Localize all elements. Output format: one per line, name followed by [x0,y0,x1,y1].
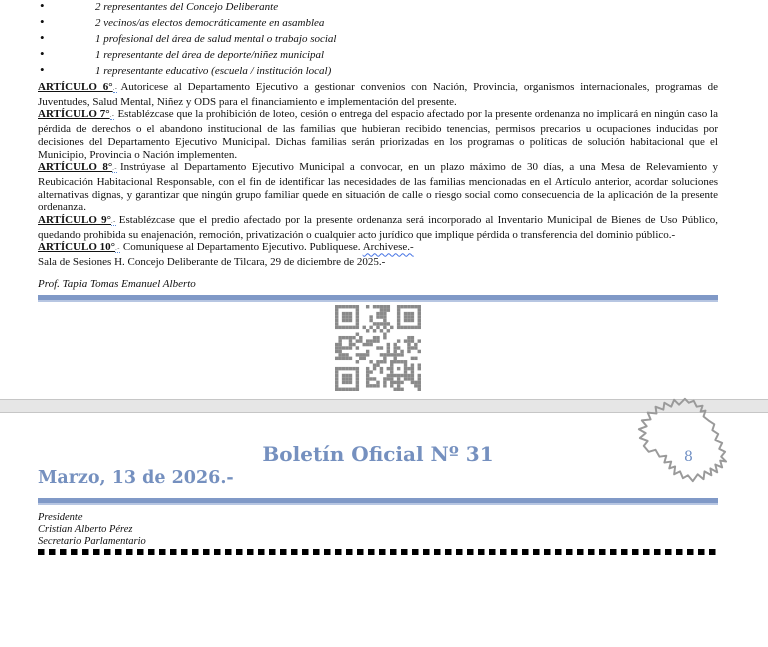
article-label: ARTÍCULO 9° [38,214,111,227]
signature-role: Secretario Parlamentario [38,536,146,548]
revision-mark: .- [111,218,116,226]
article-label: ARTÍCULO 7° [38,108,110,121]
province-map-container [632,396,730,484]
list-item: • 2 vecinos/as electos democráticamente en asamblea [38,17,718,29]
bulletin-title: Boletín Oficial Nº 31 [262,441,494,466]
signature-name: Cristian Alberto Pérez [38,524,133,536]
article-label: ARTÍCULO 6° [38,81,113,93]
bulletin-date: Marzo, 13 de 2026.- [38,467,234,488]
article-text: Establézcase que el predio afectado por la presente ordenanza será incorporado al Inventario Municipal de Bienes de Uso Público, quedando prohibida su enajenación, remoción, privatización o cualquier acto jurídico que implique pérdida o transferencia del dominio público.- [38,214,718,241]
revision-mark: .- [115,245,120,253]
article-paragraph [38,214,718,241]
spellcheck-flagged-word: Archivese.- [362,241,414,254]
revision-mark: .- [112,165,118,173]
session-line: Sala de Sesiones H. Concejo Deliberante de Tilcara, 29 de diciembre de 2025.- [38,256,386,269]
article-label: ARTÍCULO 10° [38,241,116,254]
article-label: ARTÍCULO 8° [38,161,113,174]
horizontal-rule [38,295,718,302]
horizontal-rule [38,498,718,505]
article-text: Instrúyase al Departamento Ejecutivo Municipal a convocar, en un plazo máximo de 30 días, a una Mesa de Relevamiento y Reubicación Habitacional Responsable, con el fin de identificar las necesidades de las familias mencionadas en el Artículo anterior, acordar soluciones alternativas dignas, y garantizar que ningún grupo familiar quede en situación de calle o riesgo social como consecuencia de la aplicación de la presente ordenanza. [38,161,718,214]
page-number: 8 [684,449,693,465]
signer-name: Prof. Tapia Tomas Emanuel Alberto [38,277,196,290]
qr-code-container [38,305,718,391]
revision-mark: .- [112,85,118,92]
list-item: • 1 profesional del área de salud mental o trabajo social [38,33,718,45]
article-paragraph [38,108,718,161]
article-text: Autoricese al Departamento Ejecutivo a gestionar convenios con Nación, Provincia, organismos internacionales, programas de Juventudes, Salud Mental, Niñez y ODS para el financiamiento e implementación del presente. [38,81,719,108]
list-item: • 1 representante del área de deporte/niñez municipal [38,49,718,61]
signature-block [38,512,718,549]
signature-role: Presidente [38,511,83,523]
revision-mark: .- [109,112,115,120]
list-item: • 1 representante educativo (escuela / institución local) [38,65,718,77]
representatives-list [38,0,718,77]
list-item: • 2 representantes del Concejo Deliberante [38,1,718,13]
jujuy-map-outline-icon [632,396,730,484]
article-paragraph [38,161,718,214]
article-paragraph [38,81,718,108]
dotted-divider [38,549,718,555]
article-paragraph [38,241,718,256]
qr-code [335,305,421,391]
article-text: Establézcase que la prohibición de loteo, cesión o entrega del espacio afectado por la presente ordenanza no implicará en ningún caso la pérdida de derechos o el abandono institucional de las familias que hubieran recibido tenencias, permisos precarios u ocupaciones inducidas por decisiones del Departamento Ejecutivo Municipal. Dichas familias serán priorizadas en los programas o políticas de solución habitacional que el Municipio, Provincia o Nación implementen. [38,108,718,161]
article-text: Comuniquese al Departamento Ejecutivo. Publiquese. [122,241,361,254]
